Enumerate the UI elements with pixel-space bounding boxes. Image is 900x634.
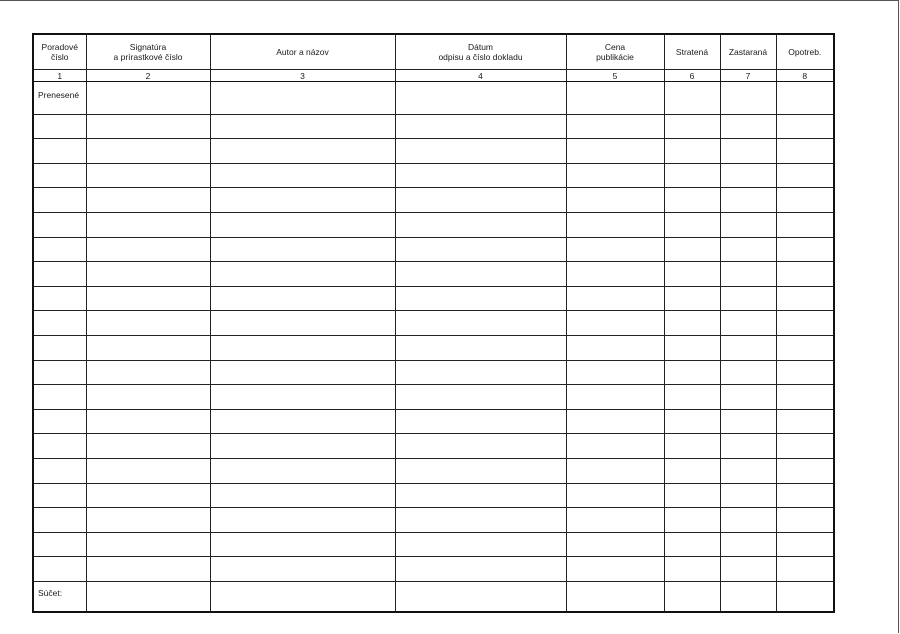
carried-over-row [33, 82, 834, 115]
ledger-cell[interactable] [210, 581, 395, 612]
ledger-cell[interactable] [33, 114, 86, 139]
ledger-cell[interactable] [86, 434, 210, 459]
ledger-cell[interactable] [664, 114, 720, 139]
sum-row [33, 581, 834, 612]
ledger-cell[interactable] [86, 557, 210, 582]
ledger-cell[interactable] [720, 385, 776, 410]
ledger-cell[interactable] [664, 311, 720, 336]
header-cell-lost: Stratená [664, 34, 720, 70]
ledger-row [33, 163, 834, 188]
ledger-cell[interactable] [776, 385, 834, 410]
ledger-cell[interactable] [664, 212, 720, 237]
ledger-cell[interactable] [566, 458, 664, 483]
ledger-cell[interactable] [210, 557, 395, 582]
ledger-cell[interactable] [395, 335, 566, 360]
ledger-cell[interactable] [566, 385, 664, 410]
ledger-cell[interactable] [720, 139, 776, 164]
ledger-cell[interactable] [395, 360, 566, 385]
header-cell-worn: Opotreb. [776, 34, 834, 70]
ledger-cell[interactable] [566, 360, 664, 385]
ledger-row [33, 360, 834, 385]
ledger-cell[interactable] [776, 188, 834, 213]
ledger-cell[interactable] [33, 163, 86, 188]
ledger-cell[interactable] [33, 262, 86, 287]
ledger-row [33, 262, 834, 287]
ledger-cell[interactable] [720, 82, 776, 115]
ledger-cell[interactable] [395, 237, 566, 262]
ledger-cell[interactable] [664, 286, 720, 311]
header-cell-obsolete: Zastaraná [720, 34, 776, 70]
ledger-cell[interactable] [33, 434, 86, 459]
ledger-cell[interactable] [664, 483, 720, 508]
ledger-cell[interactable] [664, 458, 720, 483]
ledger-cell[interactable] [86, 483, 210, 508]
ledger-cell[interactable] [776, 434, 834, 459]
ledger-cell[interactable] [395, 532, 566, 557]
ledger-cell[interactable] [33, 237, 86, 262]
ledger-cell[interactable] [210, 163, 395, 188]
ledger-cell[interactable] [720, 581, 776, 612]
ledger-cell[interactable] [664, 139, 720, 164]
ledger-cell[interactable] [86, 532, 210, 557]
ledger-cell[interactable] [664, 335, 720, 360]
ledger-cell[interactable] [86, 508, 210, 533]
ledger-cell[interactable] [720, 237, 776, 262]
ledger-cell[interactable] [664, 262, 720, 287]
column-number: 3 [210, 70, 395, 82]
ledger-cell[interactable] [33, 335, 86, 360]
ledger-row [33, 557, 834, 582]
ledger-cell[interactable] [664, 82, 720, 115]
column-number: 4 [395, 70, 566, 82]
ledger-cell[interactable] [210, 82, 395, 115]
ledger-cell[interactable] [720, 188, 776, 213]
ledger-cell[interactable] [86, 335, 210, 360]
ledger-cell[interactable] [566, 114, 664, 139]
ledger-cell[interactable] [33, 458, 86, 483]
ledger-cell[interactable] [776, 409, 834, 434]
column-number: 2 [86, 70, 210, 82]
ledger-cell[interactable] [566, 508, 664, 533]
ledger-cell[interactable] [210, 237, 395, 262]
ledger-cell[interactable] [210, 458, 395, 483]
ledger-cell[interactable] [395, 114, 566, 139]
ledger-cell[interactable] [86, 114, 210, 139]
ledger-row [33, 311, 834, 336]
ledger-cell[interactable] [720, 163, 776, 188]
ledger-cell[interactable] [776, 262, 834, 287]
ledger-cell[interactable] [720, 409, 776, 434]
ledger-cell[interactable] [395, 557, 566, 582]
ledger-cell[interactable] [33, 286, 86, 311]
ledger-cell[interactable] [776, 557, 834, 582]
ledger-cell[interactable] [86, 311, 210, 336]
ledger-cell[interactable] [395, 82, 566, 115]
ledger-cell[interactable] [664, 508, 720, 533]
ledger-cell[interactable] [720, 311, 776, 336]
ledger-cell[interactable] [720, 335, 776, 360]
ledger-row [33, 409, 834, 434]
ledger-cell[interactable] [720, 262, 776, 287]
ledger-row [33, 434, 834, 459]
ledger-cell[interactable] [720, 458, 776, 483]
ledger-cell[interactable] [664, 409, 720, 434]
header-cell-date: Dátum odpisu a číslo dokladu [395, 34, 566, 70]
ledger-cell[interactable] [395, 458, 566, 483]
ledger-cell[interactable] [86, 286, 210, 311]
header-row [33, 34, 834, 70]
ledger-cell[interactable] [210, 532, 395, 557]
ledger-cell[interactable] [33, 139, 86, 164]
ledger-cell[interactable] [33, 360, 86, 385]
ledger-cell[interactable] [566, 581, 664, 612]
ledger-cell[interactable] [566, 139, 664, 164]
ledger-cell[interactable] [33, 532, 86, 557]
ledger-row [33, 458, 834, 483]
ledger-cell[interactable] [395, 212, 566, 237]
column-number: 1 [33, 70, 86, 82]
ledger-row [33, 139, 834, 164]
ledger-cell[interactable] [33, 212, 86, 237]
ledger-cell[interactable] [776, 483, 834, 508]
ledger-cell[interactable] [566, 409, 664, 434]
sum-label: Súčet: [33, 581, 86, 612]
ledger-cell[interactable] [664, 360, 720, 385]
column-number: 6 [664, 70, 720, 82]
ledger-cell[interactable] [210, 434, 395, 459]
ledger-cell[interactable] [664, 237, 720, 262]
ledger-cell[interactable] [664, 163, 720, 188]
ledger-cell[interactable] [720, 212, 776, 237]
column-number-row [33, 70, 834, 82]
column-number: 7 [720, 70, 776, 82]
ledger-cell[interactable] [720, 114, 776, 139]
ledger-cell[interactable] [776, 163, 834, 188]
ledger-cell[interactable] [33, 188, 86, 213]
ledger-row [33, 532, 834, 557]
ledger-cell[interactable] [210, 483, 395, 508]
ledger-row [33, 212, 834, 237]
ledger-cell[interactable] [720, 532, 776, 557]
ledger-cell[interactable] [395, 385, 566, 410]
ledger-cell[interactable] [566, 557, 664, 582]
ledger-cell[interactable] [566, 286, 664, 311]
ledger-cell[interactable] [566, 335, 664, 360]
ledger-cell[interactable] [664, 385, 720, 410]
ledger-cell[interactable] [210, 286, 395, 311]
ledger-cell[interactable] [210, 212, 395, 237]
ledger-cell[interactable] [664, 532, 720, 557]
ledger-cell[interactable] [776, 82, 834, 115]
ledger-cell[interactable] [86, 262, 210, 287]
ledger-cell[interactable] [566, 532, 664, 557]
ledger-cell[interactable] [566, 434, 664, 459]
ledger-cell[interactable] [395, 581, 566, 612]
ledger-cell[interactable] [776, 581, 834, 612]
ledger-cell[interactable] [776, 139, 834, 164]
discard-ledger-table [32, 33, 835, 613]
ledger-cell[interactable] [395, 262, 566, 287]
ledger-cell[interactable] [566, 212, 664, 237]
ledger-cell[interactable] [664, 434, 720, 459]
ledger-cell[interactable] [566, 262, 664, 287]
ledger-cell[interactable] [776, 212, 834, 237]
ledger-cell[interactable] [210, 188, 395, 213]
ledger-cell[interactable] [664, 188, 720, 213]
ledger-cell[interactable] [33, 508, 86, 533]
ledger-cell[interactable] [566, 311, 664, 336]
ledger-cell[interactable] [395, 286, 566, 311]
ledger-cell[interactable] [776, 458, 834, 483]
ledger-cell[interactable] [395, 311, 566, 336]
ledger-cell[interactable] [566, 82, 664, 115]
header-cell-author-title: Autor a názov [210, 34, 395, 70]
ledger-cell[interactable] [566, 188, 664, 213]
ledger-cell[interactable] [566, 163, 664, 188]
ledger-cell[interactable] [664, 557, 720, 582]
ledger-cell[interactable] [720, 557, 776, 582]
ledger-cell[interactable] [776, 237, 834, 262]
ledger-cell[interactable] [210, 335, 395, 360]
ledger-cell[interactable] [776, 311, 834, 336]
ledger-cell[interactable] [86, 360, 210, 385]
ledger-cell[interactable] [33, 557, 86, 582]
ledger-cell[interactable] [86, 458, 210, 483]
ledger-cell[interactable] [395, 163, 566, 188]
ledger-cell[interactable] [395, 188, 566, 213]
ledger-cell[interactable] [566, 237, 664, 262]
ledger-row [33, 335, 834, 360]
ledger-row [33, 385, 834, 410]
ledger-cell[interactable] [33, 483, 86, 508]
carried-over-label: Prenesené [33, 82, 86, 115]
ledger-cell[interactable] [395, 483, 566, 508]
ledger-cell[interactable] [664, 581, 720, 612]
header-cell-order-number: Poradové číslo [33, 34, 86, 70]
ledger-cell[interactable] [210, 139, 395, 164]
ledger-cell[interactable] [776, 532, 834, 557]
ledger-cell[interactable] [566, 483, 664, 508]
ledger-cell[interactable] [86, 409, 210, 434]
ledger-cell[interactable] [210, 311, 395, 336]
ledger-row [33, 237, 834, 262]
ledger-row [33, 508, 834, 533]
ledger-cell[interactable] [86, 139, 210, 164]
ledger-cell[interactable] [720, 483, 776, 508]
column-number: 5 [566, 70, 664, 82]
ledger-cell[interactable] [395, 434, 566, 459]
header-cell-signature: Signatúra a prírastkové číslo [86, 34, 210, 70]
ledger-row [33, 114, 834, 139]
ledger-cell[interactable] [776, 114, 834, 139]
ledger-cell[interactable] [720, 286, 776, 311]
ledger-cell[interactable] [210, 262, 395, 287]
ledger-row [33, 188, 834, 213]
ledger-cell[interactable] [720, 508, 776, 533]
ledger-cell[interactable] [210, 385, 395, 410]
column-number: 8 [776, 70, 834, 82]
ledger-cell[interactable] [86, 581, 210, 612]
ledger-cell[interactable] [776, 335, 834, 360]
ledger-cell[interactable] [86, 212, 210, 237]
ledger-cell[interactable] [210, 114, 395, 139]
ledger-row [33, 483, 834, 508]
ledger-cell[interactable] [210, 508, 395, 533]
ledger-cell[interactable] [86, 163, 210, 188]
ledger-cell[interactable] [210, 409, 395, 434]
ledger-cell[interactable] [395, 139, 566, 164]
ledger-row [33, 286, 834, 311]
ledger-cell[interactable] [33, 311, 86, 336]
ledger-cell[interactable] [210, 360, 395, 385]
ledger-cell[interactable] [395, 508, 566, 533]
ledger-cell[interactable] [86, 82, 210, 115]
ledger-cell[interactable] [776, 360, 834, 385]
ledger-cell[interactable] [395, 409, 566, 434]
ledger-body [33, 82, 834, 613]
ledger-cell[interactable] [776, 286, 834, 311]
ledger-cell[interactable] [86, 237, 210, 262]
header-cell-price: Cena publikácie [566, 34, 664, 70]
ledger-cell[interactable] [720, 360, 776, 385]
ledger-cell[interactable] [86, 188, 210, 213]
ledger-cell[interactable] [33, 409, 86, 434]
ledger-cell[interactable] [86, 385, 210, 410]
ledger-cell[interactable] [33, 385, 86, 410]
ledger-cell[interactable] [720, 434, 776, 459]
ledger-cell[interactable] [776, 508, 834, 533]
